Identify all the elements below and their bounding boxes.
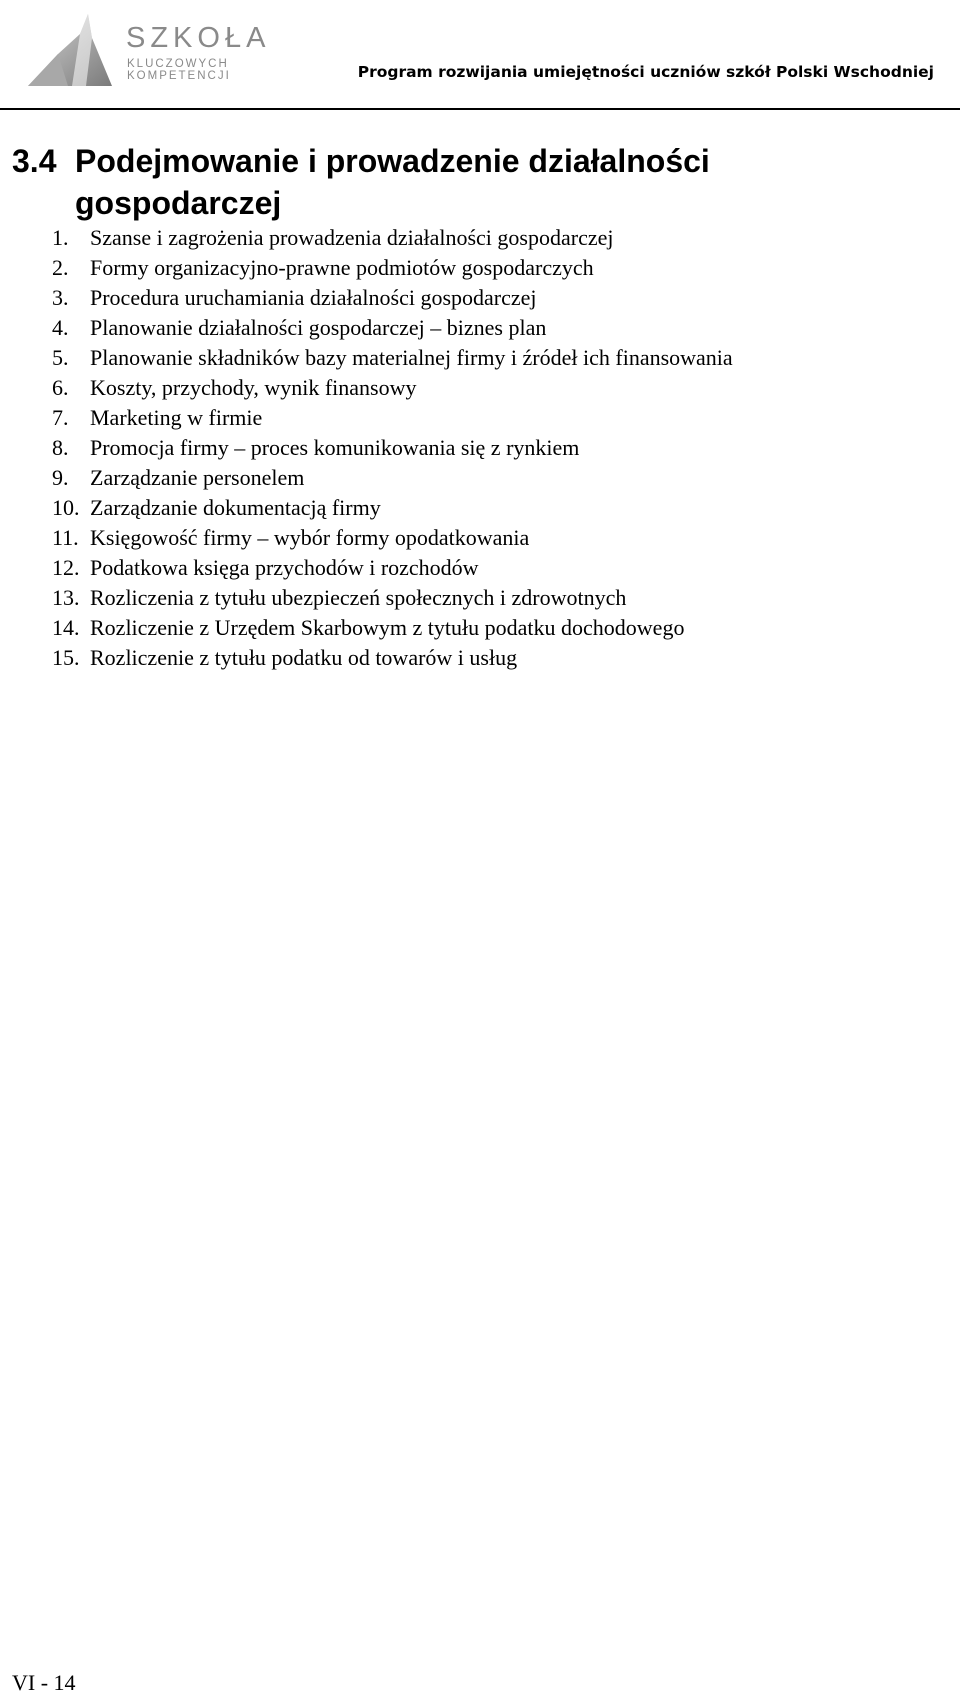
list-item-text: Koszty, przychody, wynik finansowy <box>90 375 417 400</box>
list-item-number: 13. <box>52 585 80 610</box>
list-item-text: Rozliczenie z tytułu podatku od towarów i usług <box>90 645 518 670</box>
list-item-number: 1. <box>52 225 69 250</box>
list-item-text: Procedura uruchamiania działalności gospodarczej <box>90 285 537 310</box>
logo <box>28 8 328 90</box>
list-item-text: Księgowość firmy – wybór formy opodatkowania <box>90 525 530 550</box>
list-item-number: 7. <box>52 405 69 430</box>
list-item-number: 5. <box>52 345 69 370</box>
list-item-text: Zarządzanie dokumentacją firmy <box>90 495 381 520</box>
list-item-number: 6. <box>52 375 69 400</box>
list-item-number: 3. <box>52 285 69 310</box>
list-item-number: 2. <box>52 255 69 280</box>
list-item <box>52 283 733 313</box>
list-item <box>52 223 733 253</box>
list-item <box>52 583 733 613</box>
list-item-text: Zarządzanie personelem <box>90 465 305 490</box>
list-item-text: Formy organizacyjno-prawne podmiotów gospodarczych <box>90 255 594 280</box>
list-item-text: Szanse i zagrożenia prowadzenia działalności gospodarczej <box>90 225 614 250</box>
list-item <box>52 643 733 673</box>
list-item-text: Marketing w firmie <box>90 405 263 430</box>
header-divider <box>0 108 960 110</box>
list-item <box>52 343 733 373</box>
program-title: Program rozwijania umiejętności uczniów szkół Polski Wschodniej <box>357 63 934 81</box>
section-number: 3.4 <box>12 143 57 179</box>
list-item-number: 15. <box>52 645 80 670</box>
list-item <box>52 553 733 583</box>
list-item-number: 12. <box>52 555 80 580</box>
list-item-number: 14. <box>52 615 80 640</box>
list-item <box>52 373 733 403</box>
list-item <box>52 313 733 343</box>
list-item <box>52 463 733 493</box>
list-item-text: Podatkowa księga przychodów i rozchodów <box>90 555 479 580</box>
logo-title: SZKOŁA <box>126 22 271 54</box>
section-title: Podejmowanie i prowadzenie działalności gospodarczej <box>75 143 710 221</box>
list-item-number: 11. <box>52 525 79 550</box>
list-item <box>52 523 733 553</box>
logo-mountain-icon <box>28 8 118 90</box>
list-item <box>52 403 733 433</box>
list-item-text: Rozliczenia z tytułu ubezpieczeń społecznych i zdrowotnych <box>90 585 627 610</box>
list-item-text: Promocja firmy – proces komunikowania się z rynkiem <box>90 435 580 460</box>
topic-list <box>52 223 733 673</box>
list-item-number: 4. <box>52 315 69 340</box>
logo-subtitle: KLUCZOWYCH KOMPETENCJI <box>127 58 231 82</box>
list-item-number: 8. <box>52 435 69 460</box>
list-item <box>52 613 733 643</box>
list-item <box>52 253 733 283</box>
list-item <box>52 433 733 463</box>
page-number: VI - 14 <box>12 1670 76 1695</box>
page-header <box>0 0 960 112</box>
list-item-number: 9. <box>52 465 69 490</box>
list-item <box>52 493 733 523</box>
list-item-number: 10. <box>52 495 80 520</box>
list-item-text: Planowanie składników bazy materialnej firmy i źródeł ich finansowania <box>90 345 733 370</box>
section-heading <box>12 140 835 224</box>
list-item-text: Rozliczenie z Urzędem Skarbowym z tytułu podatku dochodowego <box>90 615 685 640</box>
list-item-text: Planowanie działalności gospodarczej – biznes plan <box>90 315 547 340</box>
